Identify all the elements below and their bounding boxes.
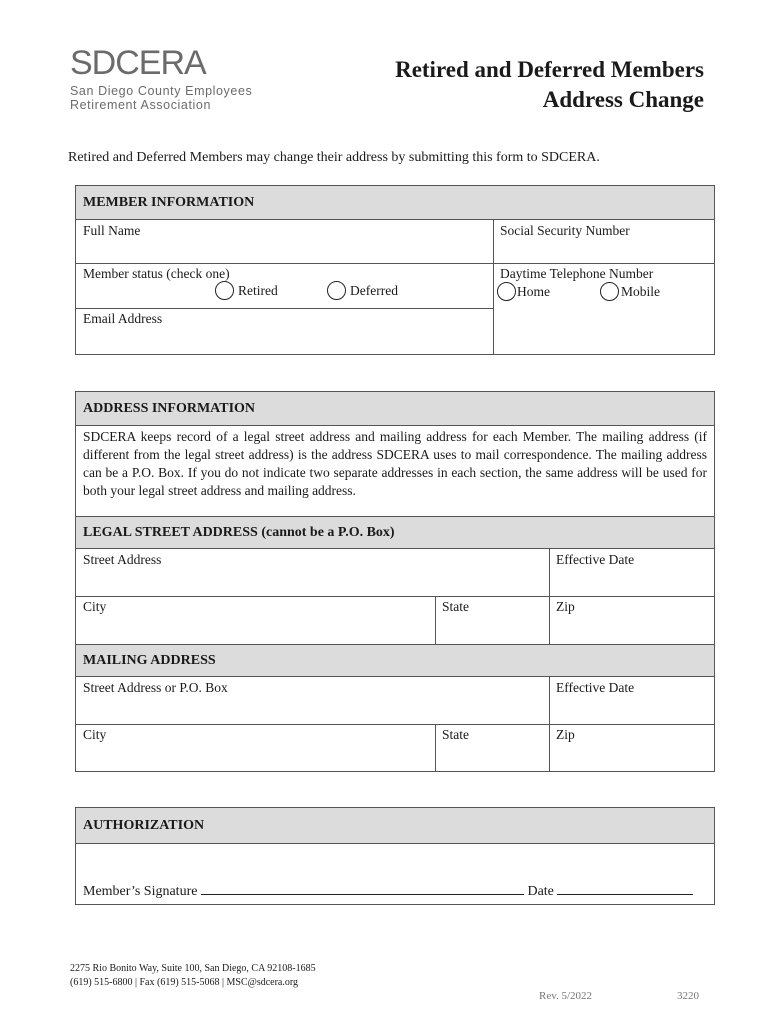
address-information-section: [75, 391, 715, 772]
logo-subtitle-line1: San Diego County Employees: [70, 84, 253, 98]
legal-street-label: Street Address: [83, 552, 162, 567]
date-line[interactable]: [557, 880, 693, 895]
member-status-label: Member status (check one): [83, 266, 230, 281]
mailing-street-field[interactable]: [76, 677, 549, 724]
form-number: 3220: [677, 990, 699, 1002]
signature-label: Member’s Signature: [83, 884, 198, 899]
email-field[interactable]: [76, 308, 493, 355]
mailing-zip-field[interactable]: [549, 724, 715, 772]
footer-address: 2275 Rio Bonito Way, Suite 100, San Diego, CA 92108-1685: [70, 963, 316, 974]
retired-radio[interactable]: [215, 281, 234, 300]
mailing-effective-date-field[interactable]: [549, 677, 715, 724]
member-information-heading: MEMBER INFORMATION: [76, 186, 714, 220]
full-name-label: Full Name: [83, 223, 141, 238]
mailing-effective-date-label: Effective Date: [556, 680, 635, 695]
authorization-section: [75, 807, 715, 905]
phone-cell: [493, 263, 715, 355]
email-label: Email Address: [83, 311, 163, 326]
deferred-radio[interactable]: [327, 281, 346, 300]
intro-text: Retired and Deferred Members may change their address by submitting this form to SDCERA.: [68, 150, 600, 165]
mailing-state-label: State: [442, 727, 469, 742]
legal-city-label: City: [83, 599, 107, 614]
member-status-cell: [76, 263, 493, 308]
home-label: Home: [517, 283, 550, 299]
phone-option-mobile[interactable]: [600, 282, 660, 301]
mailing-city-label: City: [83, 727, 107, 742]
phone-option-home[interactable]: [497, 282, 550, 301]
mailing-zip-label: Zip: [556, 727, 575, 742]
legal-zip-field[interactable]: [549, 596, 715, 644]
legal-zip-label: Zip: [556, 599, 575, 614]
signature-row: [83, 880, 693, 900]
deferred-label: Deferred: [350, 282, 398, 298]
status-option-retired[interactable]: [215, 281, 278, 300]
legal-effective-date-field[interactable]: [549, 549, 715, 596]
member-information-section: [75, 185, 715, 355]
logo: SDCERA: [70, 44, 206, 82]
mailing-city-field[interactable]: [76, 724, 435, 772]
page-title-line2: Address Change: [542, 87, 704, 112]
ssn-label: Social Security Number: [500, 223, 630, 238]
footer-contact: (619) 515-6800 | Fax (619) 515-5068 | MSC@sdcera.org: [70, 977, 299, 988]
phone-label: Daytime Telephone Number: [500, 266, 654, 281]
legal-state-label: State: [442, 599, 469, 614]
legal-city-field[interactable]: [76, 596, 435, 644]
legal-effective-date-label: Effective Date: [556, 552, 635, 567]
authorization-heading: AUTHORIZATION: [76, 808, 714, 844]
mailing-address-heading: MAILING ADDRESS: [76, 644, 714, 677]
status-option-deferred[interactable]: [327, 281, 398, 300]
legal-street-address-heading: LEGAL STREET ADDRESS (cannot be a P.O. Box): [76, 516, 714, 549]
address-information-heading: ADDRESS INFORMATION: [76, 392, 714, 426]
address-description: SDCERA keeps record of a legal street address and mailing address for each Member. The mailing address (if different from the legal street address) is the address SDCERA uses to mail correspondence. The mailing address can be a P.O. Box. If you do not indicate two separate addresses in each section, the same address will be used for both your legal street address and mailing address.: [83, 429, 707, 498]
revision-date: Rev. 5/2022: [539, 990, 593, 1002]
signature-line[interactable]: [201, 880, 524, 895]
ssn-field[interactable]: [493, 220, 715, 263]
retired-label: Retired: [238, 282, 278, 298]
mobile-label: Mobile: [621, 283, 660, 299]
mailing-state-field[interactable]: [435, 724, 549, 772]
mailing-street-label: Street Address or P.O. Box: [83, 680, 228, 695]
date-label: Date: [527, 884, 554, 899]
legal-state-field[interactable]: [435, 596, 549, 644]
page-title-line1: Retired and Deferred Members: [395, 57, 704, 82]
full-name-field[interactable]: [76, 220, 493, 263]
home-radio[interactable]: [497, 282, 516, 301]
mobile-radio[interactable]: [600, 282, 619, 301]
logo-subtitle-line2: Retirement Association: [70, 98, 212, 112]
legal-street-field[interactable]: [76, 549, 549, 596]
